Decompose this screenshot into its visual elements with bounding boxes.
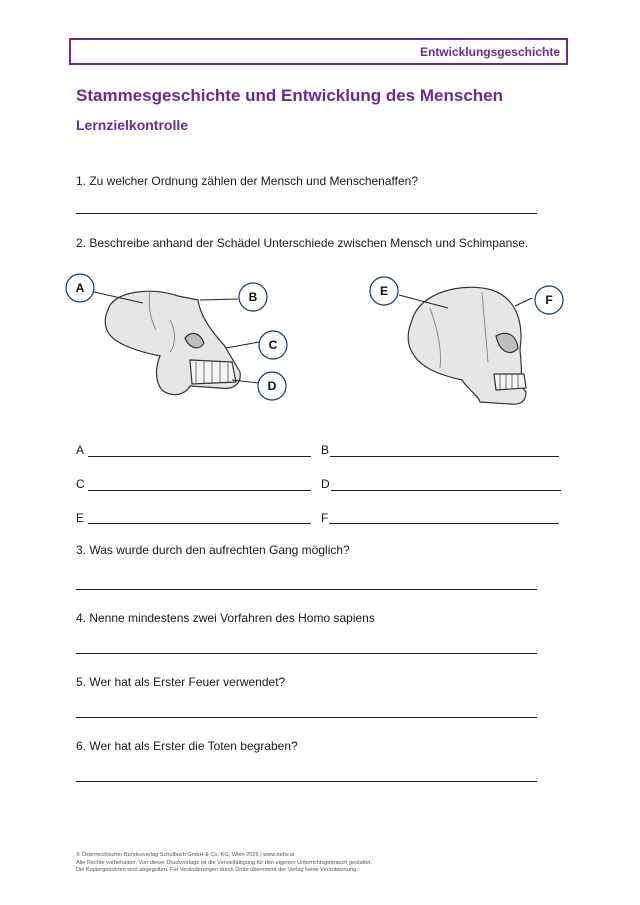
footer-rights: Alle Rechte vorbehalten. Von dieser Druckvorlage ist die Vervielfältigung für den eigenen Unterrichtsgebrauch gestattet.: [76, 859, 373, 866]
answer-line-a[interactable]: [88, 456, 311, 457]
answer-label-c: C: [76, 477, 85, 491]
chimpanzee-skull-image: [105, 291, 240, 394]
answer-label-e: E: [76, 511, 85, 525]
answer-line-6[interactable]: [76, 781, 537, 782]
answer-line-5[interactable]: [76, 717, 537, 718]
skull-label-d: D: [267, 379, 277, 393]
skull-label-b: B: [248, 290, 258, 304]
header-label: Entwicklungsgeschichte: [419, 45, 560, 59]
footer-copyright: © Österreichischer Bundesverlag Schulbuch GmbH & Co. KG, Wien 2026 | www.oebv.at: [76, 852, 295, 858]
answer-line-f[interactable]: [329, 523, 559, 524]
answer-line-e[interactable]: [88, 523, 311, 524]
answer-line-c[interactable]: [88, 490, 311, 491]
skull-label-f: F: [545, 293, 553, 307]
human-skull-image: [408, 287, 526, 404]
skull-label-a: A: [75, 281, 85, 295]
answer-label-b: B: [321, 443, 330, 457]
skull-label-e: E: [379, 284, 389, 298]
question-4: 4. Nenne mindestens zwei Vorfahren des Homo sapiens: [76, 611, 375, 625]
answer-line-b[interactable]: [330, 456, 559, 457]
answer-label-a: A: [76, 443, 85, 457]
page-subtitle: Lernzielkontrolle: [76, 117, 189, 133]
page-title: Stammesgeschichte und Entwicklung des Menschen: [76, 86, 503, 105]
question-2: 2. Beschreibe anhand der Schädel Unterschiede zwischen Mensch und Schimpanse.: [76, 236, 529, 250]
answer-label-f: F: [321, 511, 329, 525]
answer-line-d[interactable]: [331, 490, 561, 491]
answer-line-3[interactable]: [76, 589, 537, 590]
answer-label-d: D: [321, 477, 330, 491]
skull-label-c: C: [268, 338, 278, 352]
footer-disclaimer: Die Kopiergebühren sind abgegolten. Für Veränderungen durch Dritte übernimmt der Verlag keine Verantwortung.: [76, 867, 358, 873]
footer: [76, 852, 372, 875]
question-5: 5. Wer hat als Erster Feuer verwendet?: [76, 675, 286, 689]
question-3: 3. Was wurde durch den aufrechten Gang möglich?: [76, 543, 350, 557]
answer-line-4[interactable]: [76, 653, 537, 654]
question-1: 1. Zu welcher Ordnung zählen der Mensch und Menschenaffen?: [76, 174, 418, 188]
question-6: 6. Wer hat als Erster die Toten begraben?: [76, 739, 298, 753]
